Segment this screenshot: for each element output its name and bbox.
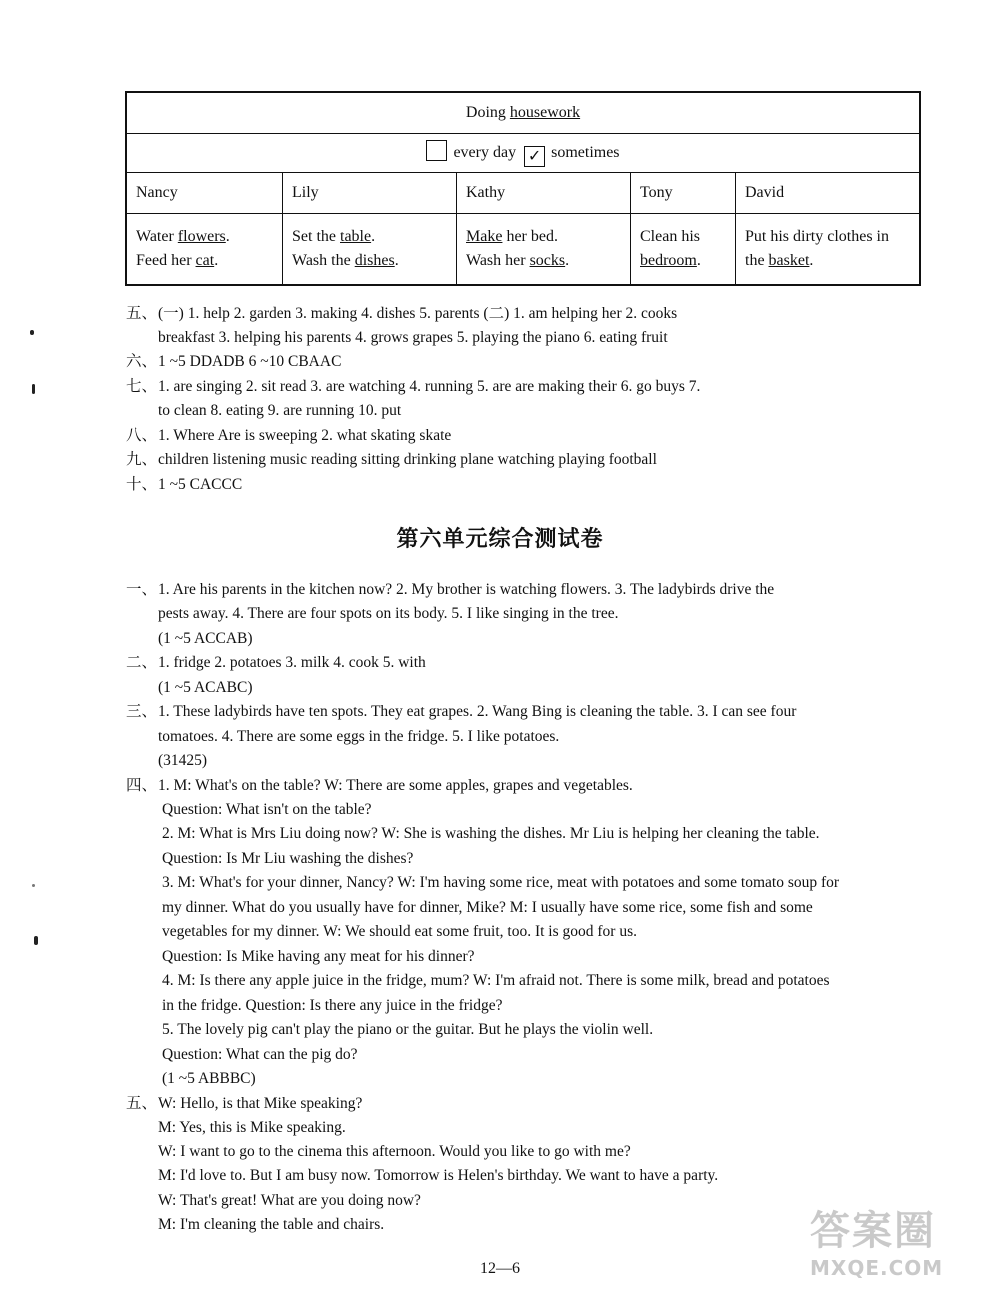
answer-line: (1 ~5 ABBBC) bbox=[162, 1070, 256, 1087]
watermark-url: MXQE.COM bbox=[810, 1256, 944, 1280]
answer-line: 八、1. Where Are is sweeping 2. what skating skate bbox=[126, 427, 452, 444]
every-day-label: every day bbox=[453, 143, 517, 161]
names-row bbox=[126, 173, 920, 214]
name-cell: Nancy bbox=[126, 173, 283, 214]
name-cell: Kathy bbox=[457, 173, 631, 214]
watermark-text: 答案圈 bbox=[810, 1208, 936, 1254]
answer-line: M: I'm cleaning the table and chairs. bbox=[158, 1216, 385, 1233]
answer-line: 五、(一) 1. help 2. garden 3. making 4. dishes 5. parents (二) 1. am helping her 2. cooks bbox=[126, 305, 678, 322]
answer-line: M: I'd love to. But I am busy now. Tomorrow is Helen's birthday. We want to have a party. bbox=[158, 1167, 719, 1184]
answer-line: 5. The lovely pig can't play the piano or the guitar. But he plays the violin well. bbox=[162, 1021, 654, 1038]
answer-line: (1 ~5 ACCAB) bbox=[158, 630, 253, 647]
answer-line: (1 ~5 ACABC) bbox=[158, 679, 253, 696]
answer-line: 九、children listening music reading sitting drinking plane watching playing football bbox=[126, 451, 657, 468]
answer-line: 3. M: What's for your dinner, Nancy? W: I'm having some rice, meat with potatoes and some tomato soup for bbox=[162, 874, 840, 891]
task-cell: Water flowers. Feed her cat. bbox=[126, 214, 283, 286]
scan-speck bbox=[30, 330, 34, 335]
answer-line: 2. M: What is Mrs Liu doing now? W: She is washing the dishes. Mr Liu is helping her cleaning the table. bbox=[162, 825, 820, 842]
answer-line: 六、1 ~5 DDADB 6 ~10 CBAAC bbox=[126, 353, 342, 370]
table-title-row bbox=[126, 92, 920, 134]
task-cell: Set the table. Wash the dishes. bbox=[283, 214, 457, 286]
task-cell: Make her bed. Wash her socks. bbox=[457, 214, 631, 286]
scan-speck bbox=[32, 384, 35, 394]
answer-line: 二、1. fridge 2. potatoes 3. milk 4. cook 5. with bbox=[126, 654, 426, 671]
answer-line: 七、1. are singing 2. sit read 3. are watching 4. running 5. are are making their 6. go buys 7. bbox=[126, 378, 701, 395]
every-day-checkbox[interactable] bbox=[426, 140, 447, 161]
answer-line: (31425) bbox=[158, 752, 208, 769]
scan-speck bbox=[34, 936, 38, 945]
answer-line: 十、1 ~5 CACCC bbox=[126, 476, 243, 493]
watermark-logo bbox=[810, 1206, 986, 1296]
answer-line: Question: What can the pig do? bbox=[162, 1046, 358, 1063]
answer-line: breakfast 3. helping his parents 4. grows grapes 5. playing the piano 6. eating fruit bbox=[158, 329, 668, 346]
answer-line: to clean 8. eating 9. are running 10. put bbox=[158, 402, 402, 419]
task-cell: Clean his bedroom. bbox=[631, 214, 736, 286]
frequency-cell bbox=[126, 134, 920, 173]
page-number: 12—6 bbox=[480, 1260, 520, 1277]
answer-line: pests away. 4. There are four spots on its body. 5. I like singing in the tree. bbox=[158, 605, 619, 622]
answer-line: M: Yes, this is Mike speaking. bbox=[158, 1119, 346, 1136]
name-cell: Lily bbox=[283, 173, 457, 214]
answer-line: 三、1. These ladybirds have ten spots. They eat grapes. 2. Wang Bing is cleaning the table. 3. I can see four bbox=[126, 703, 797, 720]
answer-line: in the fridge. Question: Is there any juice in the fridge? bbox=[162, 997, 503, 1014]
answer-line: 四、1. M: What's on the table? W: There are some apples, grapes and vegetables. bbox=[126, 777, 633, 794]
table-title-prefix: Doing bbox=[465, 104, 510, 121]
answer-line: Question: Is Mike having any meat for his dinner? bbox=[162, 948, 475, 965]
frequency-row bbox=[126, 134, 920, 173]
answer-line: Question: Is Mr Liu washing the dishes? bbox=[162, 850, 414, 867]
answer-line: tomatoes. 4. There are some eggs in the fridge. 5. I like potatoes. bbox=[158, 728, 560, 745]
sometimes-checkbox[interactable]: ✓ bbox=[524, 146, 545, 167]
name-cell: Tony bbox=[631, 173, 736, 214]
tasks-row bbox=[126, 214, 920, 286]
housework-table bbox=[125, 91, 921, 286]
answer-line: W: That's great! What are you doing now? bbox=[158, 1192, 421, 1209]
task-cell: Put his dirty clothes in the basket. bbox=[736, 214, 921, 286]
table-title-link: housework bbox=[509, 104, 581, 121]
answer-line: Question: What isn't on the table? bbox=[162, 801, 372, 818]
answer-line: 五、W: Hello, is that Mike speaking? bbox=[126, 1095, 363, 1112]
scan-speck bbox=[32, 884, 35, 887]
answer-line: 一、1. Are his parents in the kitchen now? 2. My brother is watching flowers. 3. The ladybirds drive the bbox=[126, 581, 775, 598]
section-title: 第六单元综合测试卷 bbox=[396, 527, 604, 552]
name-cell: David bbox=[736, 173, 921, 214]
table-title bbox=[126, 92, 920, 134]
answer-line: vegetables for my dinner. W: We should eat some fruit, too. It is good for us. bbox=[162, 923, 638, 940]
answer-line: my dinner. What do you usually have for dinner, Mike? M: I usually have some rice, some fish and some bbox=[162, 899, 813, 916]
sometimes-label: sometimes bbox=[551, 143, 620, 161]
answer-line: W: I want to go to the cinema this afternoon. Would you like to go with me? bbox=[158, 1143, 631, 1160]
answer-line: 4. M: Is there any apple juice in the fridge, mum? W: I'm afraid not. There is some milk, bread and potatoes bbox=[162, 972, 830, 989]
